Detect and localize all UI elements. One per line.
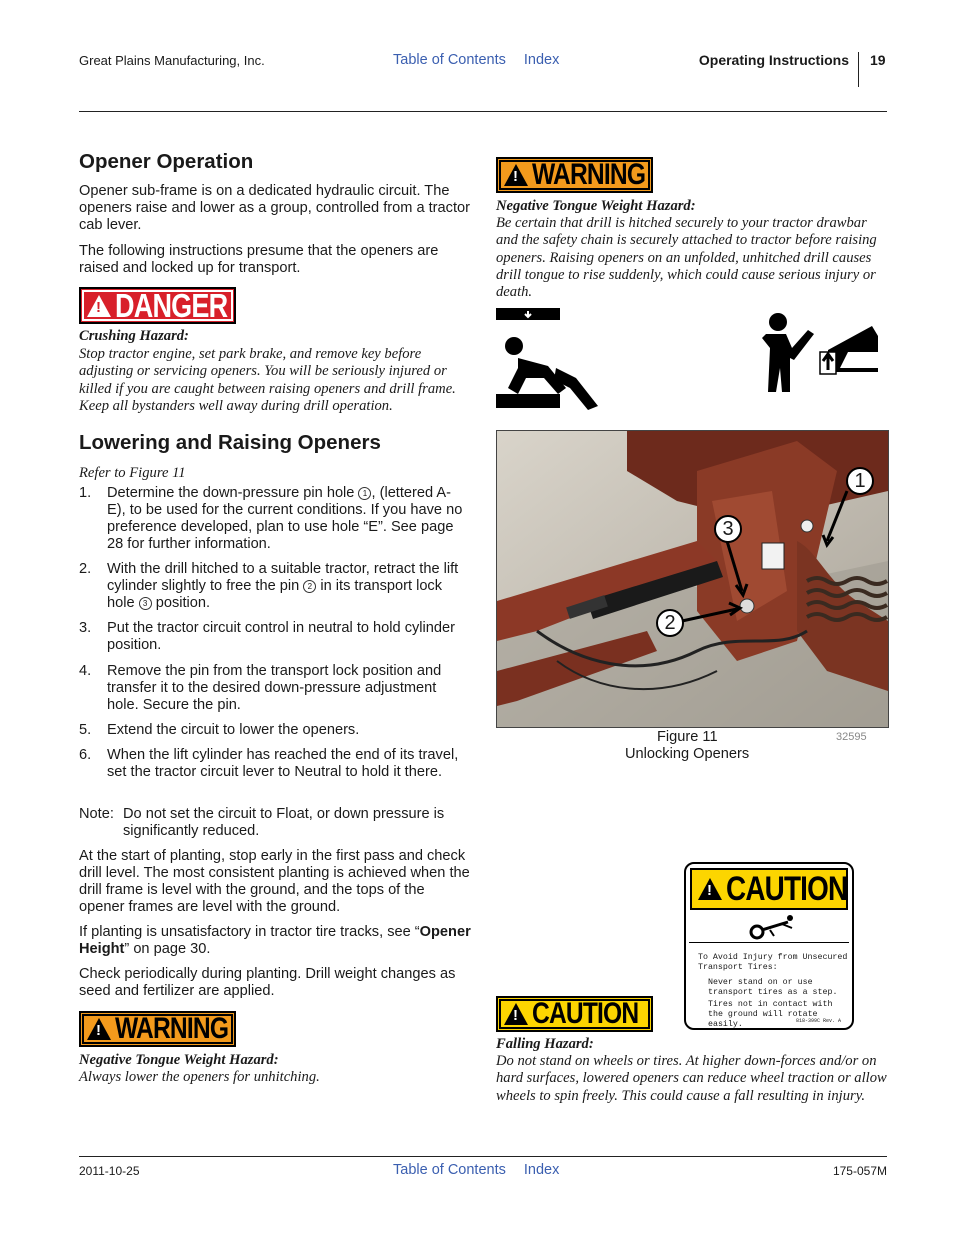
- opener-height-link: Opener Height: [79, 924, 471, 957]
- toc-link[interactable]: Table of Contents: [393, 52, 506, 68]
- decal-caution-header: [690, 868, 848, 910]
- note-text: Do not set the circuit to Float, or down pressure is significantly reduced.: [123, 806, 445, 839]
- step-text-part: With the drill hitched to a suitable tractor, retract the lift cylinder slightly to free the pin: [107, 561, 459, 594]
- figure-reference: [79, 465, 186, 482]
- unsatisfactory-paragraph: [79, 924, 471, 958]
- header-divider: [858, 52, 859, 87]
- step-number: 5.: [79, 722, 92, 738]
- caution-hazard-text: Do not stand on wheels or tires. At higher down-forces and/or on hard surfaces, lowered openers can reduce wheel traction or allow wheels to spin freely. This could cause a fall resulting in injury.: [496, 1053, 887, 1104]
- danger-sign: [79, 287, 236, 324]
- danger-sign-label: DANGER: [115, 286, 228, 324]
- page-number: 19: [870, 52, 886, 68]
- step-text: Extend the circuit to lower the openers.: [107, 722, 360, 738]
- step-number: 4.: [79, 663, 92, 679]
- decal-text-1: To Avoid Injury from Unsecured: [698, 953, 848, 962]
- caution-decal: [684, 862, 854, 1030]
- opener-paragraph-1: Opener sub-frame is on a dedicated hydraulic circuit. The openers raise and lower as a group, controlled from a tractor cab lever.: [79, 183, 470, 233]
- doc-number: 175-057M: [832, 1164, 887, 1178]
- step-text: [107, 561, 469, 612]
- alert-triangle-icon: [698, 878, 722, 900]
- warning-sign-label: WARNING: [532, 158, 646, 191]
- callout-1: 1: [846, 467, 874, 495]
- caution-hazard-title: Falling Hazard:: [496, 1036, 594, 1052]
- step-text-part: in its transport lock hole: [107, 578, 443, 611]
- figure-caption: Unlocking Openers: [625, 746, 750, 762]
- decal-caution-label: CAUTION: [726, 869, 848, 908]
- opener-photo-illustration: [497, 431, 888, 727]
- figure-reference-text: Refer to Figure 11: [79, 465, 186, 481]
- lowering-raising-heading: Lowering and Raising Openers: [79, 431, 381, 454]
- figure-id: 32595: [836, 731, 867, 743]
- step-text-part: , (lettered A-E), to be used for the current conditions. If you have no preference developed, plan to use hole “E”. See page 28 for further information.: [107, 485, 463, 552]
- alert-triangle-icon: [504, 1003, 528, 1025]
- footer-date: 2011-10-25: [79, 1164, 140, 1178]
- alert-triangle-icon: [504, 164, 528, 186]
- footer-toc-link[interactable]: Table of Contents: [393, 1162, 506, 1178]
- caution-sign: [496, 996, 653, 1032]
- tire-hazard-icon: [748, 912, 798, 942]
- warning-hazard-title-left: Negative Tongue Weight Hazard:: [79, 1052, 279, 1068]
- warning-hazard-title-right: Negative Tongue Weight Hazard:: [496, 198, 696, 214]
- step-number: 6.: [79, 747, 92, 763]
- decal-bullet-1: Never stand on or use transport tires as a step.: [708, 978, 838, 997]
- planting-paragraph: At the start of planting, stop early in the first pass and check drill level. The most consistent planting is achieved when the drill frame is level with the ground, and the tops of the opener frames are level with the ground.: [79, 848, 470, 915]
- header-rule: [79, 111, 887, 112]
- decal-code: 818-399C Rev. A: [796, 1018, 842, 1024]
- company-name: Great Plains Manufacturing, Inc.: [79, 53, 265, 68]
- footer-nav: [393, 1162, 573, 1178]
- caution-sign-label: CAUTION: [532, 997, 639, 1030]
- warning-hazard-text-left: Always lower the openers for unhitching.: [79, 1069, 320, 1085]
- index-link[interactable]: Index: [523, 52, 560, 68]
- step-text: Remove the pin from the transport lock position and transfer it to the desired down-pressure adjustment hole. Secure the pin.: [107, 663, 442, 713]
- alert-triangle-icon: [87, 295, 111, 317]
- check-paragraph: Check periodically during planting. Drill weight changes as seed and fertilizer are applied.: [79, 966, 456, 999]
- callout-marker: 1: [358, 487, 371, 500]
- callout-marker: 2: [303, 580, 316, 593]
- opener-paragraph-2: The following instructions presume that the openers are raised and locked up for transport.: [79, 243, 439, 276]
- step-text-part: Determine the down-pressure pin hole: [107, 485, 359, 501]
- text-part: ” on page 30.: [124, 941, 211, 957]
- section-title: Operating Instructions: [698, 52, 849, 68]
- footer-rule: [79, 1156, 887, 1157]
- alert-triangle-icon: [87, 1018, 111, 1040]
- note-label: Note:: [79, 806, 114, 822]
- tongue-rise-pictogram-icon: [762, 308, 880, 394]
- decal-text-2: Transport Tires:: [698, 963, 778, 972]
- figure-label: Figure 11: [657, 729, 718, 745]
- header-nav: [393, 52, 573, 68]
- callout-2: 2: [656, 609, 684, 637]
- warning-sign-right: [496, 157, 653, 193]
- text-part: If planting is unsatisfactory in tractor tire tracks, see “: [79, 924, 420, 940]
- step-text: When the lift cylinder has reached the end of its travel, set the tractor circuit lever to Neutral to hold it there.: [107, 747, 459, 780]
- footer-index-link[interactable]: Index: [523, 1162, 560, 1178]
- decal-divider: [689, 942, 849, 943]
- step-number: 2.: [79, 561, 92, 577]
- step-text: Put the tractor circuit control in neutral to hold cylinder position.: [107, 620, 455, 653]
- step-number: 3.: [79, 620, 92, 636]
- danger-hazard-text: Stop tractor engine, set park brake, and remove key before adjusting or servicing openers. You will be seriously injured or killed if you are caught between raising openers and drill frame. Keep all bystanders well away during drill operation.: [79, 346, 456, 414]
- warning-sign-left: [79, 1011, 236, 1047]
- crushing-pictogram-icon: [496, 308, 601, 414]
- opener-operation-heading: Opener Operation: [79, 150, 254, 173]
- figure-11-photo: [496, 430, 889, 728]
- danger-hazard-title: Crushing Hazard:: [79, 328, 189, 344]
- step-text-part: position.: [151, 595, 211, 611]
- warning-sign-label: WARNING: [115, 1012, 229, 1045]
- callout-marker: 3: [139, 597, 152, 610]
- warning-hazard-text-right: Be certain that drill is hitched securely to your tractor drawbar and the safety chain is securely attached to tractor before raising openers. Raising openers on an unfolded, unhitched drill causes drill tongue to rise suddenly, which could cause serious injury or death.: [496, 215, 877, 301]
- step-number: 1.: [79, 485, 92, 501]
- decal-bullet-2: Tires not in contact with the ground will rotate easily.: [708, 1000, 833, 1029]
- step-text: [107, 485, 469, 553]
- callout-3: 3: [714, 515, 742, 543]
